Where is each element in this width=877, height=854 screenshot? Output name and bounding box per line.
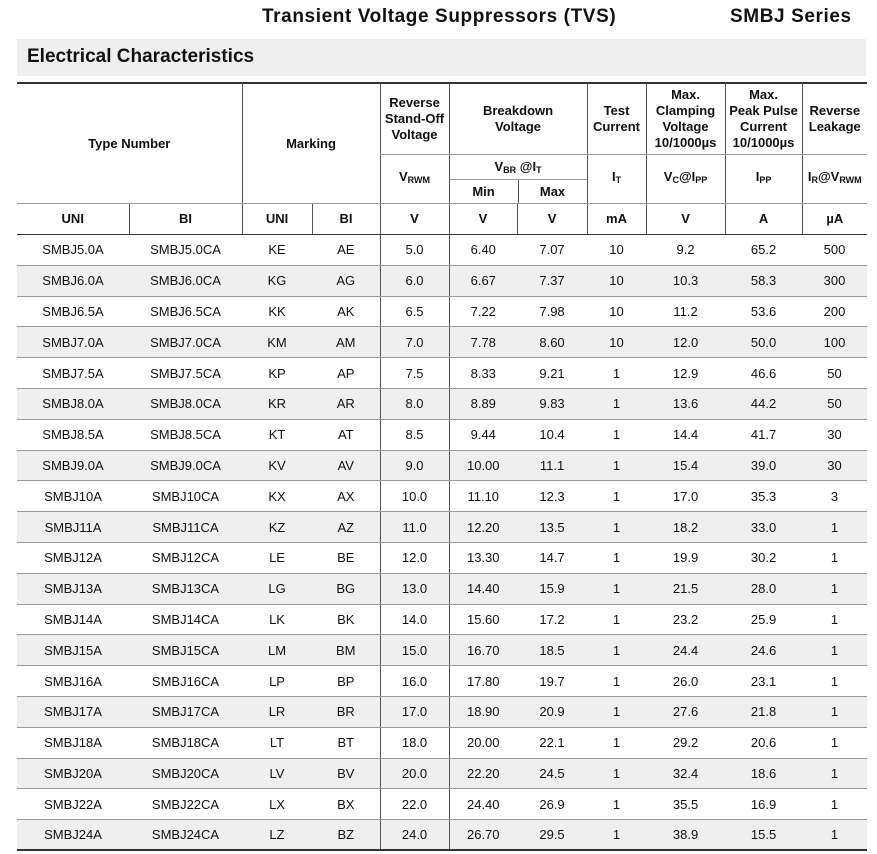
- cell-vrwm: 18.0: [380, 727, 449, 758]
- unit-uni-type: UNI: [17, 204, 129, 235]
- cell-vbr-max: 29.5: [517, 820, 587, 851]
- cell-vrwm: 16.0: [380, 666, 449, 697]
- cell-vrwm: 7.0: [380, 327, 449, 358]
- cell-vc: 11.2: [646, 296, 725, 327]
- cell-bi-type: SMBJ15CA: [129, 635, 242, 666]
- cell-vbr-min: 11.10: [449, 481, 517, 512]
- table-row: [17, 542, 867, 573]
- cell-it: 1: [587, 542, 646, 573]
- cell-ir: 1: [802, 604, 867, 635]
- cell-ir: 30: [802, 450, 867, 481]
- cell-uni-type: SMBJ24A: [17, 820, 129, 851]
- cell-it: 1: [587, 388, 646, 419]
- cell-bi-type: SMBJ14CA: [129, 604, 242, 635]
- cell-vbr-min: 13.30: [449, 542, 517, 573]
- cell-ipp: 53.6: [725, 296, 802, 327]
- cell-vbr-min: 26.70: [449, 820, 517, 851]
- cell-vbr-min: 22.20: [449, 758, 517, 789]
- cell-uni-marking: KK: [242, 296, 312, 327]
- unit-ipp: A: [725, 204, 802, 235]
- cell-vbr-max: 7.98: [517, 296, 587, 327]
- cell-vc: 26.0: [646, 666, 725, 697]
- cell-uni-type: SMBJ13A: [17, 573, 129, 604]
- cell-vrwm: 6.0: [380, 265, 449, 296]
- cell-vrwm: 13.0: [380, 573, 449, 604]
- vc-symbol: $V_C@I_{PP}$: [646, 154, 725, 204]
- cell-uni-type: SMBJ9.0A: [17, 450, 129, 481]
- unit-uni-marking: UNI: [242, 204, 312, 235]
- cell-vbr-min: 17.80: [449, 666, 517, 697]
- cell-bi-type: SMBJ12CA: [129, 542, 242, 573]
- cell-ir: 3: [802, 481, 867, 512]
- cell-it: 10: [587, 296, 646, 327]
- cell-vbr-max: 13.5: [517, 512, 587, 543]
- cell-vbr-max: 7.07: [517, 235, 587, 266]
- cell-vbr-max: 20.9: [517, 696, 587, 727]
- cell-vc: 32.4: [646, 758, 725, 789]
- cell-uni-type: SMBJ7.0A: [17, 327, 129, 358]
- cell-uni-marking: KR: [242, 388, 312, 419]
- cell-it: 1: [587, 696, 646, 727]
- cell-ipp: 15.5: [725, 820, 802, 851]
- vbr-symbol-cell: [449, 154, 587, 204]
- cell-bi-type: SMBJ5.0CA: [129, 235, 242, 266]
- cell-uni-marking: LK: [242, 604, 312, 635]
- cell-bi-type: SMBJ16CA: [129, 666, 242, 697]
- cell-ir: 1: [802, 727, 867, 758]
- cell-uni-marking: KT: [242, 419, 312, 450]
- cell-vbr-min: 18.90: [449, 696, 517, 727]
- cell-it: 1: [587, 789, 646, 820]
- cell-it: 1: [587, 358, 646, 389]
- cell-vc: 24.4: [646, 635, 725, 666]
- cell-ipp: 21.8: [725, 696, 802, 727]
- cell-bi-type: SMBJ18CA: [129, 727, 242, 758]
- cell-vrwm: 14.0: [380, 604, 449, 635]
- cell-vbr-min: 6.40: [449, 235, 517, 266]
- cell-ipp: 35.3: [725, 481, 802, 512]
- cell-it: 1: [587, 666, 646, 697]
- cell-uni-type: SMBJ7.5A: [17, 358, 129, 389]
- cell-uni-marking: KM: [242, 327, 312, 358]
- cell-it: 1: [587, 758, 646, 789]
- cell-uni-marking: LG: [242, 573, 312, 604]
- cell-ir: 50: [802, 358, 867, 389]
- cell-uni-marking: KV: [242, 450, 312, 481]
- cell-vrwm: 5.0: [380, 235, 449, 266]
- cell-vbr-min: 8.89: [449, 388, 517, 419]
- cell-vc: 15.4: [646, 450, 725, 481]
- table-row: [17, 358, 867, 389]
- vrwm-symbol: $V_{RWM}$: [380, 154, 449, 204]
- cell-uni-type: SMBJ6.5A: [17, 296, 129, 327]
- cell-it: 10: [587, 327, 646, 358]
- cell-bi-marking: BZ: [312, 820, 380, 851]
- cell-vbr-max: 26.9: [517, 789, 587, 820]
- cell-ipp: 30.2: [725, 542, 802, 573]
- cell-vc: 10.3: [646, 265, 725, 296]
- cell-it: 1: [587, 604, 646, 635]
- header-row-labels: [17, 83, 867, 154]
- cell-vbr-min: 16.70: [449, 635, 517, 666]
- cell-ipp: 65.2: [725, 235, 802, 266]
- cell-uni-type: SMBJ17A: [17, 696, 129, 727]
- cell-uni-marking: LZ: [242, 820, 312, 851]
- cell-vc: 35.5: [646, 789, 725, 820]
- unit-bi-marking: BI: [312, 204, 380, 235]
- table-row: [17, 296, 867, 327]
- cell-bi-marking: AM: [312, 327, 380, 358]
- cell-vbr-max: 11.1: [517, 450, 587, 481]
- cell-it: 1: [587, 635, 646, 666]
- cell-uni-type: SMBJ10A: [17, 481, 129, 512]
- unit-vrwm: V: [380, 204, 449, 235]
- cell-ipp: 25.9: [725, 604, 802, 635]
- cell-uni-marking: KZ: [242, 512, 312, 543]
- cell-vc: 17.0: [646, 481, 725, 512]
- cell-bi-marking: BR: [312, 696, 380, 727]
- cell-vrwm: 20.0: [380, 758, 449, 789]
- table-row: [17, 265, 867, 296]
- table-row: [17, 604, 867, 635]
- cell-uni-type: SMBJ18A: [17, 727, 129, 758]
- cell-it: 1: [587, 820, 646, 851]
- cell-uni-type: SMBJ16A: [17, 666, 129, 697]
- cell-vbr-min: 6.67: [449, 265, 517, 296]
- table-row: [17, 235, 867, 266]
- cell-bi-type: SMBJ8.0CA: [129, 388, 242, 419]
- cell-ir: 100: [802, 327, 867, 358]
- cell-vrwm: 7.5: [380, 358, 449, 389]
- cell-it: 1: [587, 512, 646, 543]
- cell-uni-type: SMBJ20A: [17, 758, 129, 789]
- cell-ipp: 39.0: [725, 450, 802, 481]
- cell-it: 10: [587, 265, 646, 296]
- header-row-units: [17, 204, 867, 235]
- cell-bi-marking: AP: [312, 358, 380, 389]
- clamping-voltage-header: Max. Clamping Voltage 10/1000µs: [646, 83, 725, 154]
- cell-ir: 1: [802, 820, 867, 851]
- cell-vrwm: 24.0: [380, 820, 449, 851]
- cell-bi-marking: AT: [312, 419, 380, 450]
- cell-vrwm: 8.0: [380, 388, 449, 419]
- cell-bi-type: SMBJ13CA: [129, 573, 242, 604]
- cell-it: 1: [587, 419, 646, 450]
- cell-vbr-max: 9.83: [517, 388, 587, 419]
- breakdown-voltage-header: Breakdown Voltage: [449, 83, 587, 154]
- it-symbol: $I_T$: [587, 154, 646, 204]
- cell-uni-marking: KP: [242, 358, 312, 389]
- cell-vc: 9.2: [646, 235, 725, 266]
- cell-vc: 12.0: [646, 327, 725, 358]
- table-row: [17, 666, 867, 697]
- cell-vc: 13.6: [646, 388, 725, 419]
- cell-uni-type: SMBJ15A: [17, 635, 129, 666]
- cell-bi-marking: BM: [312, 635, 380, 666]
- table-row: [17, 327, 867, 358]
- cell-uni-marking: LM: [242, 635, 312, 666]
- cell-bi-marking: BK: [312, 604, 380, 635]
- cell-vc: 27.6: [646, 696, 725, 727]
- cell-bi-marking: BV: [312, 758, 380, 789]
- cell-uni-marking: LE: [242, 542, 312, 573]
- cell-ipp: 44.2: [725, 388, 802, 419]
- cell-bi-marking: AE: [312, 235, 380, 266]
- cell-vbr-min: 7.78: [449, 327, 517, 358]
- unit-vbr-max: V: [517, 204, 587, 235]
- cell-ir: 1: [802, 542, 867, 573]
- unit-vc: V: [646, 204, 725, 235]
- cell-vbr-max: 10.4: [517, 419, 587, 450]
- ipp-symbol: $I_{PP}$: [725, 154, 802, 204]
- cell-vrwm: 11.0: [380, 512, 449, 543]
- cell-vbr-min: 10.00: [449, 450, 517, 481]
- cell-vrwm: 15.0: [380, 635, 449, 666]
- reverse-leakage-header: Reverse Leakage: [802, 83, 867, 154]
- cell-bi-type: SMBJ22CA: [129, 789, 242, 820]
- cell-it: 1: [587, 573, 646, 604]
- unit-bi-type: BI: [129, 204, 242, 235]
- cell-uni-type: SMBJ14A: [17, 604, 129, 635]
- cell-ir: 50: [802, 388, 867, 419]
- cell-vrwm: 12.0: [380, 542, 449, 573]
- unit-it: mA: [587, 204, 646, 235]
- unit-ir: µA: [802, 204, 867, 235]
- cell-vbr-max: 19.7: [517, 666, 587, 697]
- cell-bi-type: SMBJ24CA: [129, 820, 242, 851]
- cell-ipp: 50.0: [725, 327, 802, 358]
- document-title: Transient Voltage Suppressors (TVS): [262, 6, 617, 27]
- cell-ipp: 41.7: [725, 419, 802, 450]
- cell-vbr-max: 17.2: [517, 604, 587, 635]
- cell-ir: 1: [802, 635, 867, 666]
- cell-vbr-max: 18.5: [517, 635, 587, 666]
- cell-bi-marking: BE: [312, 542, 380, 573]
- cell-ir: 1: [802, 789, 867, 820]
- cell-bi-type: SMBJ9.0CA: [129, 450, 242, 481]
- cell-vrwm: 6.5: [380, 296, 449, 327]
- cell-ipp: 20.6: [725, 727, 802, 758]
- table-row: [17, 727, 867, 758]
- cell-vbr-min: 24.40: [449, 789, 517, 820]
- cell-ipp: 18.6: [725, 758, 802, 789]
- cell-uni-marking: KX: [242, 481, 312, 512]
- cell-vbr-min: 14.40: [449, 573, 517, 604]
- table-row: [17, 419, 867, 450]
- table-row: [17, 820, 867, 851]
- table-row: [17, 450, 867, 481]
- test-current-header: Test Current: [587, 83, 646, 154]
- section-title: Electrical Characteristics: [27, 46, 255, 67]
- min-label: Min: [472, 183, 495, 199]
- cell-bi-marking: AG: [312, 265, 380, 296]
- table-row: [17, 635, 867, 666]
- cell-ipp: 46.6: [725, 358, 802, 389]
- table-row: [17, 789, 867, 820]
- cell-vbr-max: 12.3: [517, 481, 587, 512]
- cell-uni-type: SMBJ5.0A: [17, 235, 129, 266]
- cell-uni-marking: LR: [242, 696, 312, 727]
- reverse-standoff-header: Reverse Stand-Off Voltage: [380, 83, 449, 154]
- cell-ir: 1: [802, 512, 867, 543]
- cell-bi-marking: BT: [312, 727, 380, 758]
- cell-bi-type: SMBJ17CA: [129, 696, 242, 727]
- cell-vbr-max: 15.9: [517, 573, 587, 604]
- cell-vc: 18.2: [646, 512, 725, 543]
- cell-vbr-min: 12.20: [449, 512, 517, 543]
- table-row: [17, 481, 867, 512]
- cell-ir: 200: [802, 296, 867, 327]
- cell-vrwm: 17.0: [380, 696, 449, 727]
- cell-vbr-max: 7.37: [517, 265, 587, 296]
- cell-bi-type: SMBJ6.5CA: [129, 296, 242, 327]
- electrical-characteristics-table: [17, 82, 867, 851]
- cell-ir: 300: [802, 265, 867, 296]
- vbr-symbol: $V_{BR}$ $@I_T$: [450, 155, 587, 180]
- cell-ipp: 33.0: [725, 512, 802, 543]
- cell-bi-marking: AZ: [312, 512, 380, 543]
- cell-bi-marking: BX: [312, 789, 380, 820]
- cell-it: 1: [587, 450, 646, 481]
- cell-ir: 500: [802, 235, 867, 266]
- cell-vrwm: 10.0: [380, 481, 449, 512]
- cell-vbr-max: 24.5: [517, 758, 587, 789]
- cell-vc: 19.9: [646, 542, 725, 573]
- cell-uni-type: SMBJ8.5A: [17, 419, 129, 450]
- cell-it: 1: [587, 481, 646, 512]
- cell-uni-marking: LX: [242, 789, 312, 820]
- ir-symbol: $I_R@V_{RWM}$: [802, 154, 867, 204]
- cell-bi-type: SMBJ11CA: [129, 512, 242, 543]
- cell-vbr-max: 14.7: [517, 542, 587, 573]
- table-row: [17, 573, 867, 604]
- cell-ir: 1: [802, 573, 867, 604]
- cell-bi-type: SMBJ7.0CA: [129, 327, 242, 358]
- cell-bi-type: SMBJ10CA: [129, 481, 242, 512]
- series-label: SMBJ Series: [730, 6, 852, 27]
- cell-vbr-min: 20.00: [449, 727, 517, 758]
- cell-vbr-min: 8.33: [449, 358, 517, 389]
- type-number-header: Type Number: [17, 83, 242, 204]
- cell-bi-type: SMBJ20CA: [129, 758, 242, 789]
- cell-ipp: 28.0: [725, 573, 802, 604]
- cell-uni-marking: LP: [242, 666, 312, 697]
- cell-uni-marking: LT: [242, 727, 312, 758]
- cell-ipp: 58.3: [725, 265, 802, 296]
- cell-bi-marking: AX: [312, 481, 380, 512]
- cell-bi-marking: AV: [312, 450, 380, 481]
- cell-uni-marking: KE: [242, 235, 312, 266]
- cell-uni-type: SMBJ6.0A: [17, 265, 129, 296]
- cell-ir: 1: [802, 696, 867, 727]
- cell-vc: 38.9: [646, 820, 725, 851]
- cell-uni-marking: KG: [242, 265, 312, 296]
- cell-vbr-max: 8.60: [517, 327, 587, 358]
- table-row: [17, 512, 867, 543]
- cell-uni-type: SMBJ12A: [17, 542, 129, 573]
- cell-ir: 1: [802, 666, 867, 697]
- cell-bi-type: SMBJ8.5CA: [129, 419, 242, 450]
- cell-uni-type: SMBJ8.0A: [17, 388, 129, 419]
- cell-bi-marking: AK: [312, 296, 380, 327]
- cell-bi-type: SMBJ7.5CA: [129, 358, 242, 389]
- cell-vbr-min: 15.60: [449, 604, 517, 635]
- cell-vc: 12.9: [646, 358, 725, 389]
- cell-vbr-max: 9.21: [517, 358, 587, 389]
- peak-pulse-current-header: Max. Peak Pulse Current 10/1000µs: [725, 83, 802, 154]
- cell-vrwm: 22.0: [380, 789, 449, 820]
- cell-uni-type: SMBJ22A: [17, 789, 129, 820]
- cell-it: 10: [587, 235, 646, 266]
- table-row: [17, 388, 867, 419]
- cell-bi-type: SMBJ6.0CA: [129, 265, 242, 296]
- table-body: [17, 235, 867, 851]
- cell-vc: 21.5: [646, 573, 725, 604]
- cell-vc: 14.4: [646, 419, 725, 450]
- cell-vbr-min: 7.22: [449, 296, 517, 327]
- table-row: [17, 696, 867, 727]
- cell-vbr-max: 22.1: [517, 727, 587, 758]
- table-row: [17, 758, 867, 789]
- cell-vc: 23.2: [646, 604, 725, 635]
- cell-vrwm: 9.0: [380, 450, 449, 481]
- cell-vc: 29.2: [646, 727, 725, 758]
- cell-ipp: 16.9: [725, 789, 802, 820]
- cell-vrwm: 8.5: [380, 419, 449, 450]
- cell-bi-marking: AR: [312, 388, 380, 419]
- marking-header: Marking: [242, 83, 380, 204]
- cell-vbr-min: 9.44: [449, 419, 517, 450]
- cell-bi-marking: BG: [312, 573, 380, 604]
- unit-vbr-min: V: [449, 204, 517, 235]
- cell-uni-type: SMBJ11A: [17, 512, 129, 543]
- cell-ipp: 24.6: [725, 635, 802, 666]
- cell-ir: 1: [802, 758, 867, 789]
- cell-uni-marking: LV: [242, 758, 312, 789]
- cell-ir: 30: [802, 419, 867, 450]
- cell-it: 1: [587, 727, 646, 758]
- cell-ipp: 23.1: [725, 666, 802, 697]
- max-label: Max: [518, 180, 587, 203]
- cell-bi-marking: BP: [312, 666, 380, 697]
